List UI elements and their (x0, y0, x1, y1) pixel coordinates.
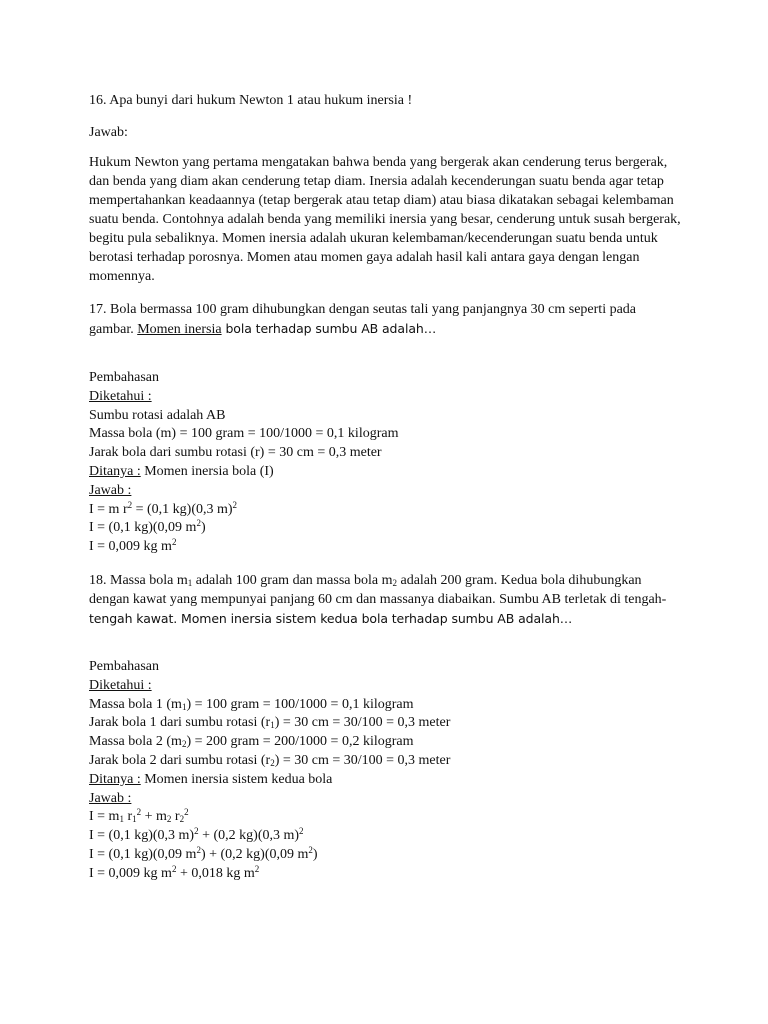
paragraph-line: mempertahankan keadaannya (tetap bergerak atau tetap diam) atau biasa dikatakan sebagai kelembaman (89, 193, 674, 208)
diketahui-heading: Diketahui : (89, 388, 152, 404)
pembahasan-heading: Pembahasan (89, 370, 159, 385)
q17-question-line: 17. Bola bermassa 100 gram dihubungkan dengan seutas tali yang panjangnya 30 cm seperti pada (89, 302, 637, 317)
equation-line: I = (0,1 kg)(0,09 $m^2) + (0,2$ kg)(0,09 $m^2$) (89, 844, 318, 862)
equation-line: I = (0,1 kg)(0,09 $m^2$) (89, 518, 206, 536)
q17-solution (89, 369, 689, 557)
q18-question-line: dengan kawat yang mempunyai panjang 60 cm dan massanya diabaikan. Sumbu AB terletak di tengah- (89, 592, 667, 607)
equation-line: I = m $r^2 = (0,1$ kg)(0,3 m)$^2$ (89, 499, 238, 517)
q16-answer-paragraph (89, 153, 689, 286)
q17-question (89, 300, 689, 339)
ditanya-line: Ditanya : Momen inersia sistem kedua bola (89, 771, 333, 787)
paragraph-line: momennya. (89, 269, 155, 284)
equation-line: I = (0,1 kg)(0,3 m)$^2$ + (0,2 kg)(0,3 m)$^2$ (89, 826, 304, 844)
q16-answer-label (89, 124, 689, 143)
paragraph-line: berotasi terhadap porosnya. Momen atau momen gaya adalah hasil kali antara gaya dengan lengan (89, 250, 640, 265)
given-item: Massa bola 2 $(m_2) = 200$ gram = 200/1000 = 0,2 kilogram (89, 734, 414, 750)
equation-line: I = 0,009 kg $m^2$ (89, 537, 177, 555)
paragraph-line: Hukum Newton yang pertama mengatakan bahwa benda yang bergerak akan cenderung terus bergerak, (89, 155, 668, 170)
answer-label: Jawab: (89, 125, 128, 140)
diketahui-heading: Diketahui : (89, 677, 152, 693)
jawab-heading: Jawab : (89, 790, 132, 806)
q18-solution (89, 658, 689, 884)
ditanya-line: Ditanya : Momen inersia bola (I) (89, 463, 274, 479)
q16-question-text: 16. Apa bunyi dari hukum Newton 1 atau hukum inersia ! (89, 93, 413, 108)
paragraph-line: begitu pula sebaliknya. Momen inersia adalah ukuran kelembaman/kecenderungan suatu benda untuk (89, 231, 658, 246)
q18-question-line: tengah kawat. Momen inersia sistem kedua bola terhadap sumbu AB adalah… (89, 611, 573, 626)
q18-question (89, 571, 689, 628)
given-item: Jarak bola dari sumbu rotasi (r) = 30 cm = 0,3 meter (89, 445, 382, 461)
given-item: Sumbu rotasi adalah AB (89, 407, 226, 423)
pembahasan-heading: Pembahasan (89, 659, 159, 674)
given-item: Massa bola (m) = 100 gram = 100/1000 = 0,1 kilogram (89, 426, 399, 442)
equation-line: $I = m_1$ $r_1^2 + m_2$ $r_2^2$ (89, 807, 189, 825)
given-item: Jarak bola 2 dari sumbu rotasi $(r_2) = 30$ cm = 30/100 = 0,3 meter (89, 752, 451, 768)
equation-line: I = 0,009 kg $m^2 + 0,018$ kg $m^2$ (89, 863, 260, 881)
q18-question-line: 18. Massa bola $m_1$ adalah 100 gram dan massa bola $m_2$ adalah 200 gram. Kedua bola dihubungkan (89, 573, 642, 588)
jawab-heading: Jawab : (89, 482, 132, 498)
momen-inersia-link[interactable]: Momen inersia (137, 322, 222, 337)
ditanya-heading: Ditanya : (89, 771, 141, 787)
q16-question (89, 92, 689, 111)
paragraph-line: suatu benda. Contohnya adalah benda yang memiliki inersia yang besar, cenderung untuk susah bergerak, (89, 212, 681, 227)
ditanya-heading: Ditanya : (89, 463, 141, 479)
paragraph-line: dan benda yang diam akan cenderung tetap diam. Inersia adalah kecenderungan suatu benda agar tetap (89, 174, 664, 189)
q17-question-line: gambar. Momen inersia bola terhadap sumbu AB adalah… (89, 321, 437, 337)
given-item: Massa bola 1 $(m_1) = 100$ gram = 100/1000 = 0,1 kilogram (89, 696, 414, 712)
given-item: Jarak bola 1 dari sumbu rotasi $(r_1) = 30$ cm = 30/100 = 0,3 meter (89, 715, 451, 731)
